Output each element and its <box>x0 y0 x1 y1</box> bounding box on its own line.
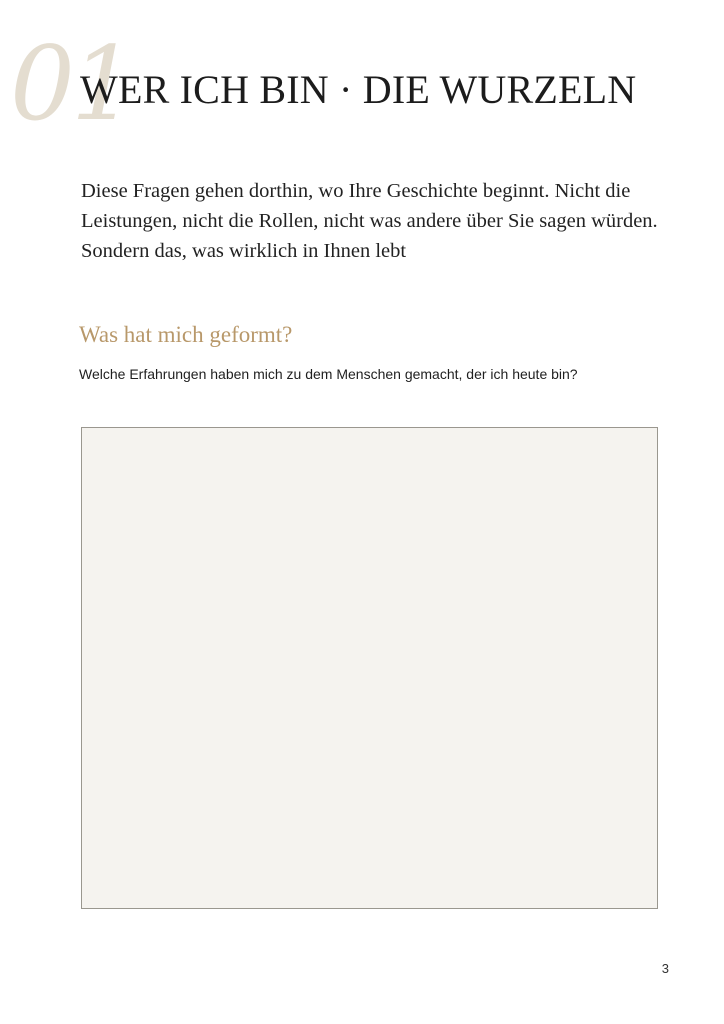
page-title: WER ICH BIN · DIE WURZELN <box>80 67 637 112</box>
question-heading: Was hat mich geformt? <box>79 322 293 347</box>
section-number: 01 <box>10 25 132 144</box>
intro-paragraph: Diese Fragen gehen dorthin, wo Ihre Geschichte beginnt. Nicht die Leistungen, nicht die Rollen, nicht was andere über Sie sagen würden. Sondern das, was wirklich in Ihnen lebt <box>81 180 658 262</box>
question-prompt: Welche Erfahrungen haben mich zu dem Menschen gemacht, der ich heute bin? <box>79 366 578 382</box>
page-number: 3 <box>661 961 669 976</box>
answer-box[interactable] <box>81 427 658 909</box>
